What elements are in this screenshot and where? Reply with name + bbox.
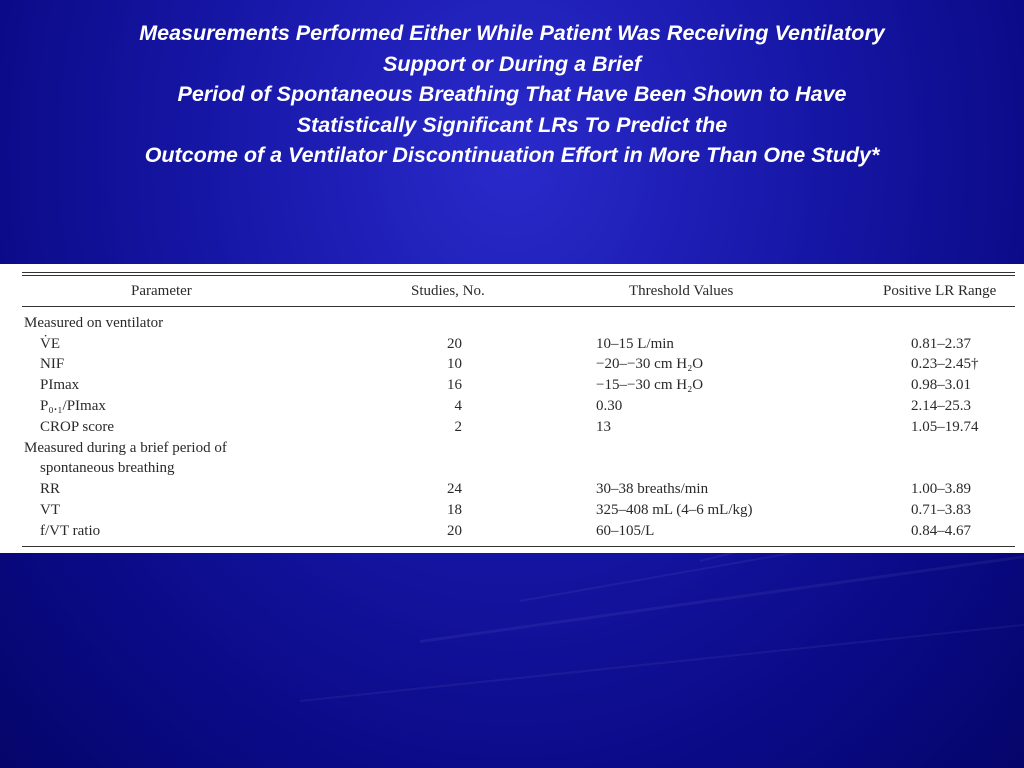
row-studies: 10 — [447, 356, 462, 372]
table-bottom-rule — [22, 546, 1015, 547]
row-threshold: −20–−30 cm H₂O — [596, 356, 704, 372]
slide-title-line: Outcome of a Ventilator Discontinuation Effort in More Than One Study* — [144, 143, 880, 167]
row-studies: 20 — [447, 523, 462, 539]
header-rule — [22, 306, 1015, 307]
row-studies: 18 — [447, 502, 462, 518]
row-threshold: 10–15 L/min — [596, 336, 674, 352]
row-lr: 0.98–3.01 — [911, 377, 971, 393]
row-threshold: −15–−30 cm H₂O — [596, 377, 704, 393]
header-positive-lr: Positive LR Range — [883, 283, 997, 299]
row-studies: 20 — [447, 336, 462, 352]
slide-title — [20, 18, 1004, 171]
row-lr: 0.23–2.45† — [911, 356, 979, 372]
row-lr: 0.81–2.37 — [911, 336, 971, 352]
row-parameter: CROP score — [40, 419, 115, 435]
header-threshold: Threshold Values — [629, 283, 734, 299]
row-threshold: 325–408 mL (4–6 mL/kg) — [596, 502, 753, 518]
row-studies: 2 — [454, 419, 462, 435]
row-lr: 1.00–3.89 — [911, 481, 971, 497]
slide-title-line: Period of Spontaneous Breathing That Have Been Shown to Have — [177, 82, 847, 106]
row-lr: 1.05–19.74 — [911, 419, 979, 435]
row-threshold: 13 — [596, 419, 611, 435]
table-top-rule-inner — [22, 275, 1015, 276]
row-parameter: V̇E — [40, 336, 60, 352]
row-threshold: 60–105/L — [596, 523, 655, 539]
row-threshold: 0.30 — [596, 398, 623, 414]
header-studies: Studies, No. — [411, 283, 485, 299]
row-threshold: 30–38 breaths/min — [596, 481, 709, 497]
row-parameter: NIF — [40, 356, 65, 372]
row-studies: 24 — [447, 481, 462, 497]
slide-title-line: Support or During a Brief — [383, 51, 641, 76]
section-label: Measured on ventilator — [24, 315, 164, 331]
ventilator-parameters-table — [0, 264, 1024, 553]
section-label: Measured during a brief period of — [24, 440, 227, 456]
row-studies: 16 — [447, 377, 462, 393]
row-lr: 0.71–3.83 — [911, 502, 971, 518]
table-top-rule — [22, 272, 1015, 273]
row-lr: 2.14–25.3 — [911, 398, 971, 414]
header-parameter: Parameter — [131, 283, 192, 299]
slide-title-line: Statistically Significant LRs To Predict the — [296, 112, 728, 137]
slide-title-line: Measurements Performed Either While Patient Was Receiving Ventilatory — [139, 21, 885, 45]
section-label-continued: spontaneous breathing — [40, 460, 175, 476]
row-parameter: VT — [40, 502, 60, 518]
row-parameter: P₀.₁/PImax — [40, 398, 106, 414]
row-lr: 0.84–4.67 — [911, 523, 971, 539]
row-parameter: RR — [40, 481, 61, 497]
row-studies: 4 — [454, 398, 462, 414]
row-parameter: PImax — [40, 377, 80, 393]
row-parameter: f/VT ratio — [40, 523, 101, 539]
